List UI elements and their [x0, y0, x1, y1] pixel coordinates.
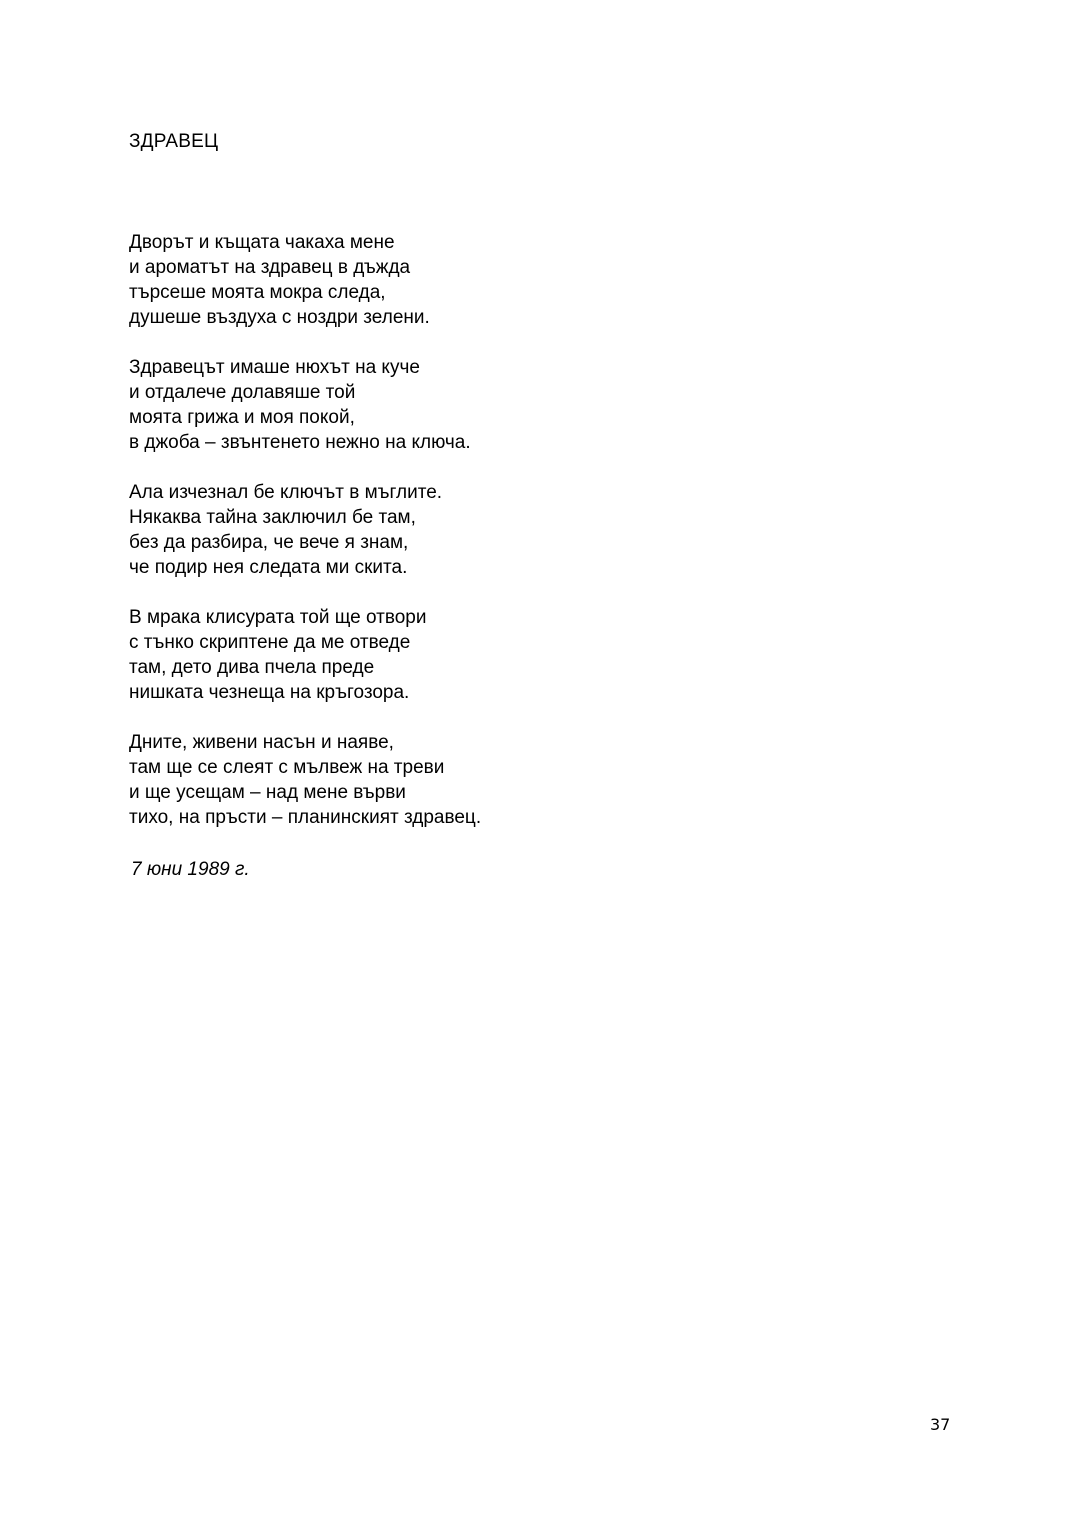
poem-line: че подир нея следата ми скита. [129, 557, 408, 578]
poem-line: В мрака клисурата той ще отвори [129, 607, 427, 628]
poem-line: нишката чезнеща на кръгозора. [129, 682, 410, 703]
poem-date: 7 юни 1989 г. [131, 859, 250, 880]
poem-line: Някаква тайна заключил бе там, [129, 507, 416, 528]
poem-line: търсеше моята мокра следа, [129, 282, 386, 303]
poem-line: моята грижа и моя покой, [129, 407, 355, 428]
poem-line: Дворът и къщата чакаха мене [129, 232, 395, 253]
poem-line: Дните, живени насън и наяве, [129, 732, 394, 753]
poem-line: там ще се слеят с мълвеж на треви [129, 757, 445, 778]
stanza [129, 730, 929, 830]
poem-line: Ала изчезнал бе ключът в мъглите. [129, 482, 443, 503]
stanza [129, 230, 929, 330]
stanza [129, 480, 929, 580]
poem-line: тихо, на пръсти – планинският здравец. [129, 807, 482, 828]
poem-body [129, 230, 929, 855]
page-number: 37 [930, 1415, 951, 1434]
poem-line: с тънко скриптене да ме отведе [129, 632, 411, 653]
poem-title: ЗДРАВЕЦ [129, 131, 219, 152]
poem-line: и ще усещам – над мене върви [129, 782, 406, 803]
poem-line: в джоба – звънтенето нежно на ключа. [129, 432, 471, 453]
poem-line: Здравецът имаше нюхът на куче [129, 357, 420, 378]
poem-line: без да разбира, че вече я знам, [129, 532, 409, 553]
poem-line: душеше въздуха с ноздри зелени. [129, 307, 430, 328]
poem-line: и отдалече долавяше той [129, 382, 356, 403]
poem-line: там, дето дива пчела преде [129, 657, 375, 678]
poem-line: и ароматът на здравец в дъжда [129, 257, 411, 278]
stanza [129, 605, 929, 705]
stanza [129, 355, 929, 455]
